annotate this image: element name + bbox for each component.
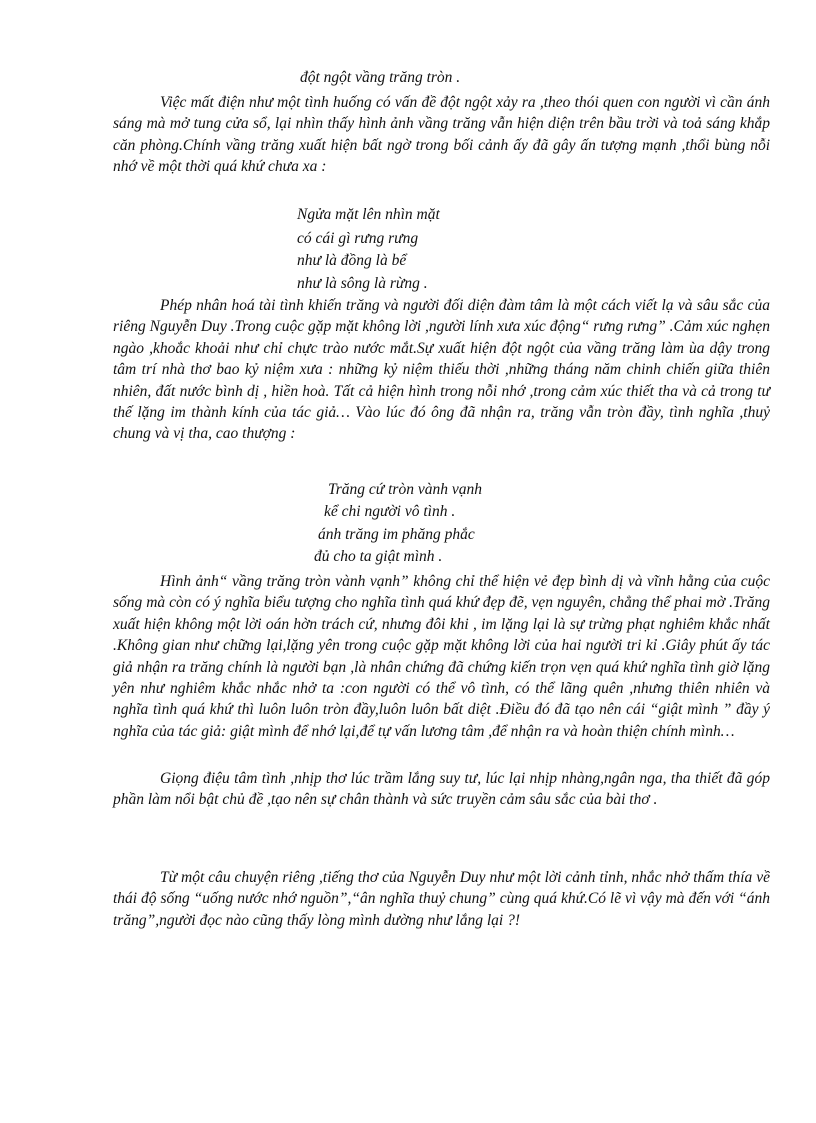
poem1-line-3: như là đồng là bể — [297, 252, 407, 269]
paragraph-3: Hình ảnh“ vầng trăng tròn vành vạnh” không chỉ thể hiện vẻ đẹp bình dị và vĩnh hằng của cuộc sống mà còn có ý nghĩa biểu tượng cho nghĩa tình quá khứ đẹp đẽ, vẹn nguyên, chẳng thể phai mờ .Trăng xuất hiện không một lời oán hờn trách cứ, nhưng đôi khi , im lặng lại là sự trừng phạt nghiêm khắc nhất .Không gian như chững lại,lặng yên trong cuộc gặp mặt không lời của hai người tri kỉ .Giây phút ấy tác giả nhận ra trăng chính là người bạn ,là nhân chứng đã chứng kiến trọn vẹn quá khứ nghĩa tình giờ lặng yên như nghiêm khắc nhắc nhở ta :con người có thể vô tình, có thể lãng quên ,nhưng thiên nhiên và nghĩa tình quá khứ thì luôn luôn tròn đầy,luôn luôn bất diệt .Điều đó đã tạo nên cái “giật mình ” đầy ý nghĩa của tác giả: giật mình để nhớ lại,để tự vấn lương tâm ,để nhận ra và hoàn thiện chính mình… — [113, 573, 770, 740]
paragraph-4: Giọng điệu tâm tình ,nhịp thơ lúc trầm lắng suy tư, lúc lại nhịp nhàng,ngân nga, tha thiết đã góp phần làm nổi bật chủ đề ,tạo nên sự chân thành và sức truyền cảm sâu sắc của bài thơ . — [113, 770, 770, 809]
paragraph-1: Việc mất điện như một tình huống có vấn đề đột ngột xảy ra ,theo thói quen con người vì cần ánh sáng mà mở tung cửa sổ, lại nhìn thấy hình ảnh vầng trăng vẫn hiện diện trên bầu trời và toả sáng khắp căn phòng.Chính vầng trăng xuất hiện bất ngờ trong bối cảnh ấy đã gây ấn tượng mạnh ,thổi bùng nỗi nhớ về một thời quá khứ chưa xa : — [113, 94, 770, 176]
poem2-line-4: đủ cho ta giật mình . — [314, 548, 443, 565]
opening-line: đột ngột vầng trăng tròn . — [300, 69, 461, 86]
poem1-line-4: như là sông là rừng . — [297, 275, 428, 292]
poem2-line-2: kể chi người vô tình . — [324, 503, 456, 520]
poem1-line-2: có cái gì rưng rưng — [297, 230, 419, 247]
poem1-line-1: Ngửa mặt lên nhìn mặt — [297, 206, 440, 223]
paragraph-5: Từ một câu chuyện riêng ,tiếng thơ của Nguyễn Duy như một lời cảnh tỉnh, nhắc nhở thấm thía về thái độ sống “uống nước nhớ nguồn”,“ân nghĩa thuỷ chung” cùng quá khứ.Có lẽ vì vậy mà đến với “ánh trăng”,người đọc nào cũng thấy lòng mình dường như lắng lại ?! — [113, 869, 770, 929]
paragraph-2: Phép nhân hoá tài tình khiến trăng và người đối diện đàm tâm là một cách viết lạ và sâu sắc của riêng Nguyễn Duy .Trong cuộc gặp mặt không lời ,người lính xưa xúc động“ rưng rưng” .Cảm xúc nghẹn ngào ,khoắc khoải như chỉ chực trào nước mắt.Sự xuất hiện đột ngột của vầng trăng làm ùa dậy trong tâm trí nhà thơ bao kỷ niệm xưa : những kỷ niệm thiếu thời ,những tháng năm chinh chiến giữa thiên nhiên, đất nước bình dị , hiền hoà. Tất cả hiện hình trong nỗi nhớ ,trong cảm xúc thiết tha và cả trong tư thế lặng im thành kính của tác giả… Vào lúc đó ông đã nhận ra, trăng vẫn tròn đầy, tình nghĩa ,thuỷ chung và vị tha, cao thượng : — [113, 297, 770, 443]
poem2-line-1: Trăng cứ tròn vành vạnh — [328, 481, 482, 498]
poem2-line-3: ánh trăng im phăng phắc — [318, 526, 475, 543]
